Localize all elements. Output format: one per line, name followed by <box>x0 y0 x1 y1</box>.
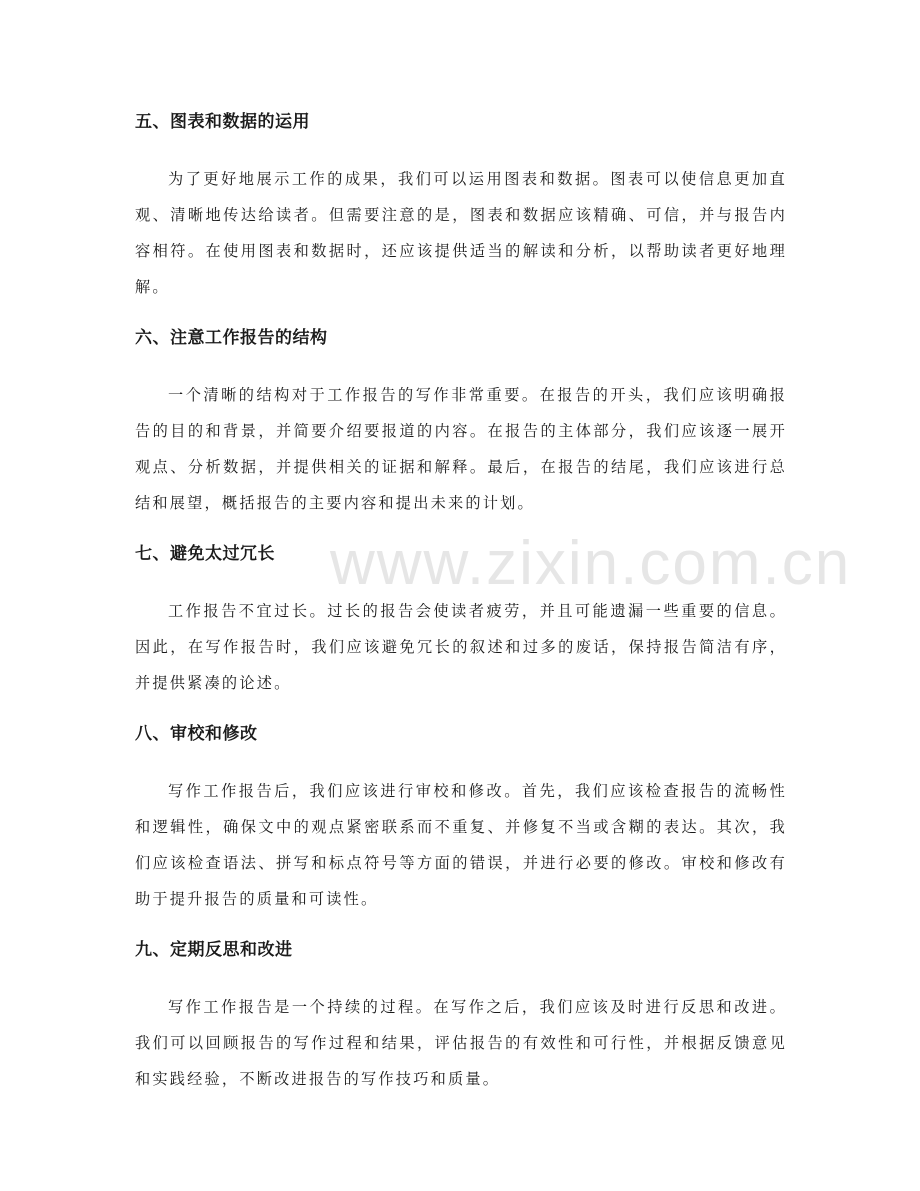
section-heading: 八、审校和修改 <box>135 724 258 744</box>
section-paragraph: 写作工作报告是一个持续的过程。在写作之后，我们应该及时进行反思和改进。我们可以回顾报告的写作过程和结果，评估报告的有效性和可行性，并根据反馈意见和实践经验，不断改进报告的写作技巧和质量。 <box>135 998 787 1088</box>
section-paragraph: 一个清晰的结构对于工作报告的写作非常重要。在报告的开头，我们应该明确报告的目的和背景，并简要介绍要报道的内容。在报告的主体部分，我们应该逐一展开观点、分析数据，并提供相关的证据和解释。最后，在报告的结尾，我们应该进行总结和展望，概括报告的主要内容和提出未来的计划。 <box>135 386 787 512</box>
section-heading: 六、注意工作报告的结构 <box>135 328 328 348</box>
section-5 <box>135 103 787 305</box>
section-heading: 七、避免太过冗长 <box>135 544 275 564</box>
section-paragraph: 为了更好地展示工作的成果，我们可以运用图表和数据。图表可以使信息更加直观、清晰地传达给读者。但需要注意的是，图表和数据应该精确、可信，并与报告内容相符。在使用图表和数据时，还应该提供适当的解读和分析，以帮助读者更好地理解。 <box>135 170 787 296</box>
watermark: www.zixin.com.cn <box>330 529 852 598</box>
section-7 <box>135 535 787 701</box>
section-6 <box>135 319 787 521</box>
document-content <box>135 103 787 1111</box>
section-paragraph: 工作报告不宜过长。过长的报告会使读者疲劳，并且可能遗漏一些重要的信息。因此，在写作报告时，我们应该避免冗长的叙述和过多的废话，保持报告简洁有序，并提供紧凑的论述。 <box>135 602 787 692</box>
section-9 <box>135 931 787 1097</box>
section-paragraph: 写作工作报告后，我们应该进行审校和修改。首先，我们应该检查报告的流畅性和逻辑性，确保文中的观点紧密联系而不重复、并修复不当或含糊的表达。其次，我们应该检查语法、拼写和标点符号等方面的错误，并进行必要的修改。审校和修改有助于提升报告的质量和可读性。 <box>135 782 787 908</box>
section-heading: 五、图表和数据的运用 <box>135 112 310 132</box>
section-heading: 九、定期反思和改进 <box>135 940 293 960</box>
section-8 <box>135 715 787 917</box>
